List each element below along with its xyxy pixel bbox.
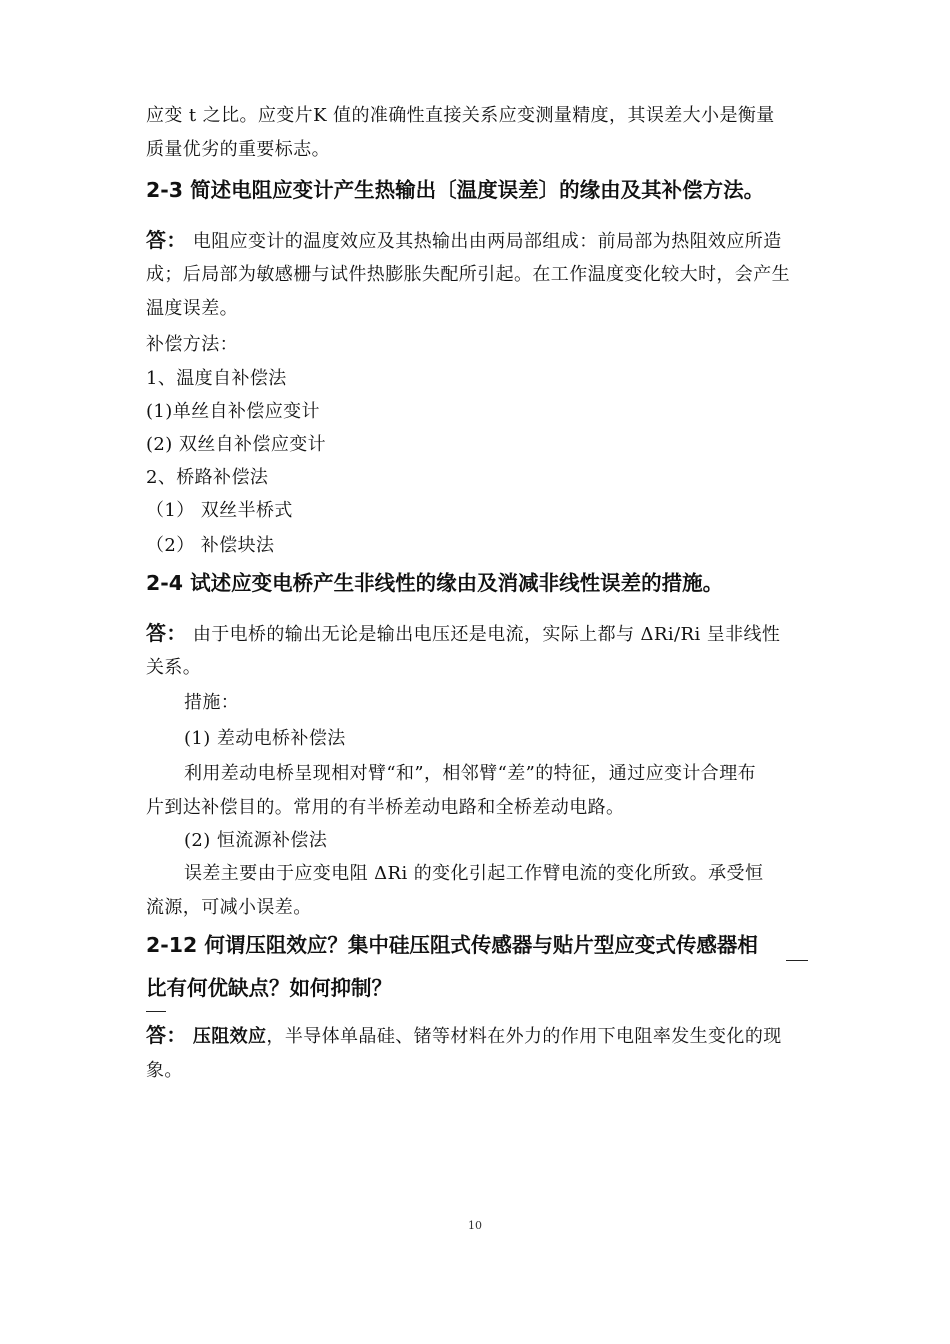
answer-2-3-line-1	[146, 227, 782, 255]
answer-label: 答：	[146, 1023, 187, 1047]
answer-text: 电阻应变计的温度效应及其热输出由两局部组成：前局部为热阻效应所造	[192, 231, 782, 252]
measure-1-text-line-2: 片到达补偿目的。常用的有半桥差动电路和全桥差动电路。	[146, 797, 625, 818]
list-item: (2) 双丝自补偿应变计	[146, 434, 327, 455]
list-item: 补偿方法：	[146, 334, 238, 355]
measure-1-text-line-1: 利用差动电桥呈现相对臂“和”，相邻臂“差”的特征，通过应变计合理布	[184, 763, 757, 784]
list-item: 2、桥路补偿法	[146, 467, 269, 488]
intro-line-2: 质量优劣的重要标志。	[146, 139, 330, 160]
answer-label: 答：	[146, 621, 187, 645]
intro-line-1: 应变 t 之比。应变片K 值的准确性直接关系应变测量精度，其误差大小是衡量	[146, 105, 775, 126]
measure-2-text-line-1: 误差主要由于应变电阻 ΔRi 的变化引起工作臂电流的变化所致。承受恒	[184, 863, 764, 884]
answer-label: 答：	[146, 228, 187, 252]
answer-2-3-line-3: 温度误差。	[146, 298, 238, 319]
answer-2-12-line-2: 象。	[146, 1060, 183, 1081]
answer-text: ，半导体单晶硅、锗等材料在外力的作用下电阻率发生变化的现	[266, 1026, 782, 1047]
underline-mark	[786, 960, 808, 961]
page-number: 10	[468, 1219, 482, 1232]
answer-2-4-line-2: 关系。	[146, 657, 202, 678]
answer-2-3-line-2: 成；后局部为敏感栅与试件热膨胀失配所引起。在工作温度变化较大时，会产生	[146, 264, 790, 285]
heading-2-4: 2-4 试述应变电桥产生非线性的缘由及消减非线性误差的措施。	[146, 571, 724, 595]
measures-label: 措施：	[184, 692, 240, 713]
list-item: （2） 补偿块法	[146, 535, 275, 556]
measure-2-text-line-2: 流源，可减小误差。	[146, 897, 312, 918]
answer-2-4-line-1	[146, 620, 780, 648]
heading-2-12-line-2: 比有何优缺点？如何抑制？	[146, 976, 392, 1000]
answer-2-12-line-1	[146, 1022, 782, 1050]
list-item: 1、温度自补偿法	[146, 368, 287, 389]
answer-text: 由于电桥的输出无论是输出电压还是电流，实际上都与 ΔRi/Ri 呈非线性	[192, 624, 781, 645]
heading-2-3: 2-3 简述电阻应变计产生热输出〔温度误差〕的缘由及其补偿方法。	[146, 178, 765, 202]
answer-bold-term: 压阻效应	[192, 1026, 267, 1047]
list-item: (1)单丝自补偿应变计	[146, 401, 320, 422]
measure-2-title: (2) 恒流源补偿法	[184, 830, 328, 851]
heading-2-12-line-1: 2-12 何谓压阻效应？集中硅压阻式传感器与贴片型应变式传感器相	[146, 933, 758, 957]
measure-1-title: (1) 差动电桥补偿法	[184, 728, 346, 749]
list-item: （1） 双丝半桥式	[146, 500, 293, 521]
underline-mark	[146, 1011, 166, 1012]
